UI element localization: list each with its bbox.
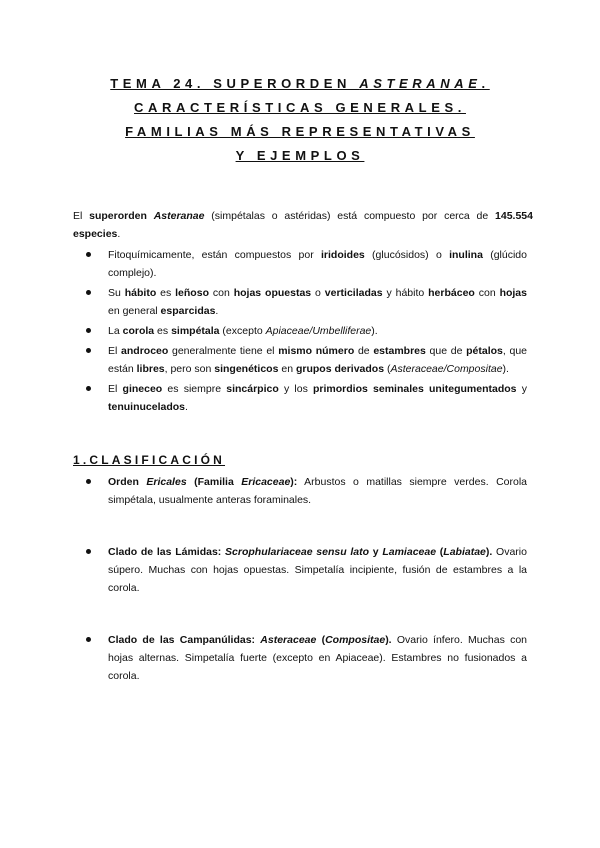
bullet-icon [86, 252, 91, 257]
bold-text: Clado de las Lámidas: [108, 546, 226, 558]
bold-italic-text: Ericaceae [241, 476, 291, 488]
title-line-3: FAMILIAS MÁS REPRESENTATIVAS [125, 124, 475, 139]
italic-text: Asteraceae/Compositae [390, 363, 503, 375]
text: en [278, 363, 296, 375]
text: o [311, 287, 325, 299]
bold-text: sincárpico [226, 383, 279, 395]
bullet-icon [86, 328, 91, 333]
bold-text: pétalos [466, 345, 503, 357]
text: Ovario ínfero. Muchas con hojas alternas. Simpetalía fuerte (excepto en Apiaceae). Estambres no fusionados a corola. [108, 634, 527, 682]
bold-italic-text: Ericales [146, 476, 187, 488]
bold-text: grupos derivados [295, 363, 385, 375]
title-line-1 [60, 72, 540, 96]
list-item [74, 473, 527, 509]
text: Arbustos o matillas siempre verdes. Corola simpétala, usualmente anteras foraminales. [108, 476, 527, 506]
list-item [74, 246, 527, 282]
text: es siempre [162, 383, 227, 395]
bold-italic-text: Asteranae [153, 210, 205, 222]
bullet-icon [86, 479, 91, 484]
bold-text: Orden [108, 476, 147, 488]
bullet-icon [86, 637, 91, 642]
text: . [185, 401, 188, 413]
bold-text: androceo [121, 345, 169, 357]
document-title [60, 72, 540, 168]
text: generalmente tiene el [168, 345, 279, 357]
list-item [74, 284, 527, 320]
bold-italic-text: Compositae [325, 634, 386, 646]
bold-italic-text: Labiatae [443, 546, 486, 558]
text: en general [108, 305, 161, 317]
text: ). [371, 325, 378, 337]
text: El [73, 210, 90, 222]
bold-text: hojas [499, 287, 527, 299]
bold-text: libres [136, 363, 165, 375]
bold-text: tenuinucelados [108, 401, 186, 413]
text: (glucósidos) o [364, 249, 450, 261]
bold-text: hojas opuestas [233, 287, 312, 299]
text: . [215, 305, 219, 317]
title-text: . [481, 76, 490, 91]
bold-text: estambres [373, 345, 426, 357]
bold-text: ). [385, 634, 392, 646]
text: El [108, 345, 122, 357]
bold-text: verticiladas [324, 287, 383, 299]
bold-text: inulina [449, 249, 483, 261]
text: y [516, 383, 527, 395]
text: La [108, 325, 123, 337]
bullet-icon [86, 290, 91, 295]
bold-italic-text: Scrophulariaceae sensu lato [225, 546, 370, 558]
title-line-2: CARACTERÍSTICAS GENERALES. [134, 100, 466, 115]
text: Fitoquímicamente, están compuestos por [108, 249, 321, 261]
text: con [208, 287, 234, 299]
features-list [74, 246, 527, 418]
text: es [156, 287, 176, 299]
bold-italic-text: Lamiaceae [382, 546, 437, 558]
bold-text: primordios seminales unitegumentados [313, 383, 517, 395]
text: y los [278, 383, 314, 395]
list-item [74, 631, 527, 685]
bold-text: ): [290, 476, 298, 488]
bold-text: mismo número [278, 345, 355, 357]
title-line-4: Y EJEMPLOS [235, 148, 365, 163]
bold-text: gineceo [122, 383, 163, 395]
bold-text: 145.554 especies [73, 210, 533, 240]
text: (simpétalas o astéridas) está compuesto por cerca de [204, 210, 496, 222]
bold-text: ( [316, 634, 326, 646]
list-item [74, 543, 527, 597]
section-heading-clasificacion: 1.CLASIFICACIÓN [73, 453, 226, 467]
text: El [108, 383, 123, 395]
text: , pero son [164, 363, 215, 375]
intro-paragraph [73, 207, 533, 243]
bold-text: (Familia [186, 476, 242, 488]
title-text: TEMA 24. SUPERORDEN [110, 76, 360, 91]
bold-text: superorden [89, 210, 154, 222]
text: Ovario súpero. Muchas con hojas opuestas. Simpetalía incipiente, fusión de estambres a la corola. [108, 546, 527, 594]
bold-text: hábito [124, 287, 157, 299]
text: con [474, 287, 500, 299]
text: Su [108, 287, 125, 299]
bullet-icon [86, 386, 91, 391]
title-italic-text: ASTERANAE [359, 76, 482, 91]
bullet-icon [86, 549, 91, 554]
bold-text: simpétala [171, 325, 220, 337]
bullet-icon [86, 348, 91, 353]
list-item [74, 322, 527, 340]
text: que de [425, 345, 467, 357]
list-item [74, 342, 527, 378]
bold-italic-text: Asteraceae [260, 634, 317, 646]
italic-text: Apiaceae/Umbelliferae [265, 325, 372, 337]
text: es [154, 325, 172, 337]
text: de [354, 345, 374, 357]
text: (glúcido complejo). [108, 249, 527, 279]
text: ( [384, 363, 391, 375]
bold-text: leñoso [175, 287, 209, 299]
bold-text: iridoides [321, 249, 365, 261]
text: (excepto [219, 325, 266, 337]
bold-text: singenéticos [214, 363, 279, 375]
bold-text: ( [436, 546, 444, 558]
bold-text: Clado de las Campanúlidas: [108, 634, 261, 646]
text: y hábito [382, 287, 429, 299]
bold-text: ). [485, 546, 493, 558]
list-item [74, 380, 527, 416]
text: . [117, 228, 121, 240]
text: ). [502, 363, 509, 375]
bold-text: y [369, 546, 383, 558]
text: , que están [108, 345, 527, 375]
bold-text: herbáceo [428, 287, 475, 299]
bold-text: corola [122, 325, 155, 337]
bold-text: esparcidas [160, 305, 216, 317]
classification-list [74, 473, 527, 719]
